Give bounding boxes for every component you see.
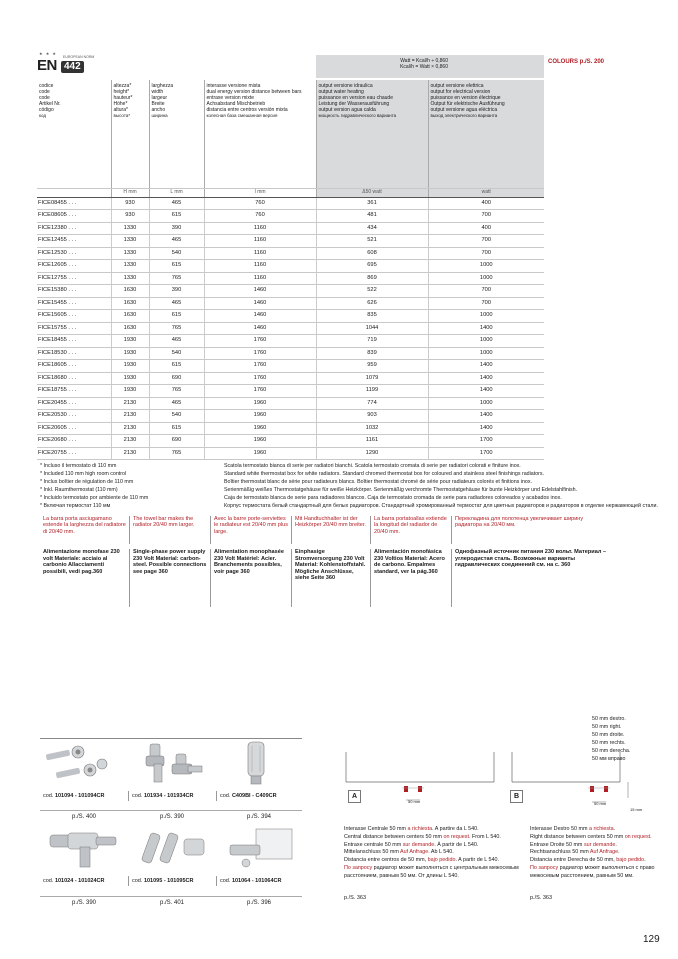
stars-icon: ★ ★ ★ <box>39 51 57 56</box>
cell-code: FICE12755 . . . <box>37 272 111 285</box>
cell-electric: 1000 <box>428 260 544 273</box>
header-water-output: output versione idraulica output water heating puissance en version eau chaude Leistung der Wasserausführung output version agua calda мощность гидравлического варианта <box>316 80 428 188</box>
table-row <box>37 272 544 285</box>
power-note-en: Single-phase power supply 230 Volt Material: carbon-steel. Possible connections see page 360 <box>129 549 210 607</box>
cell-width: 615 <box>149 310 204 323</box>
cell-height: 1330 <box>111 235 149 248</box>
cell-electric: 1000 <box>428 272 544 285</box>
towel-note-it: La barra porta asciugamano estende la larghezza del radiatore di 20/40 mm. <box>43 516 126 535</box>
cell-distance: 1960 <box>204 447 316 460</box>
cell-distance: 1960 <box>204 435 316 448</box>
cell-distance: 1760 <box>204 347 316 360</box>
table-row <box>37 322 544 335</box>
cell-height: 930 <box>111 210 149 223</box>
cell-height: 1330 <box>111 222 149 235</box>
acc-code-4: cod. 101024 - 101024CR <box>43 878 105 884</box>
text-line: Central distance between centers 50 mm on request. From L 540. <box>344 833 501 840</box>
acc-code-5: cod. 101095 - 101095CR <box>128 876 216 886</box>
cell-width: 615 <box>149 210 204 223</box>
power-note-it: Alimentazione monofase 230 volt Materiale: acciaio al carbonio Allacciamenti possibili, vedi pag.360 <box>43 549 120 575</box>
cell-distance: 1960 <box>204 397 316 410</box>
note-line: * Incluso il termostato di 110 mm <box>40 463 117 469</box>
badge-en: EN <box>37 57 57 74</box>
cell-width: 615 <box>149 422 204 435</box>
text-line: Interasse Centrale 50 mm a richiesta. A partire da L 540. <box>344 826 479 832</box>
cell-height: 2130 <box>111 397 149 410</box>
cell-water: 839 <box>316 347 428 360</box>
right-distance-list: 50 mm destro. 50 mm right. 50 mm droite. 50 mm rechts. 50 mm derecha. 50 мм вправо <box>592 716 631 762</box>
text-line: По запросу радиатор может выполняться с центральным межосевым <box>344 865 519 872</box>
cell-electric: 700 <box>428 235 544 248</box>
power-note-ru: Однофазный источник питания 230 вольт. Материал – углеродистая сталь. Возможные варианты гидравлических соединений см. на с. 360 <box>451 549 611 607</box>
cell-distance: 1960 <box>204 422 316 435</box>
conversion-box <box>316 55 544 78</box>
cell-code: FICE12530 . . . <box>37 247 111 260</box>
cell-distance: 1460 <box>204 297 316 310</box>
cell-distance: 1960 <box>204 410 316 423</box>
spec-table <box>37 80 544 460</box>
text-line: Entraxe centrale 50 mm sur demande. À partir de L 540. <box>344 841 479 848</box>
table-row <box>37 247 544 260</box>
cell-height: 1330 <box>111 247 149 260</box>
text-line: Distancia entre centros de 50 mm, bajo pedido. A partir de L 540. <box>344 857 500 864</box>
notes-thermostat <box>40 463 220 511</box>
cell-electric: 1400 <box>428 410 544 423</box>
note-line: Serienmäßig weißes Thermostatgehäuse für weiße Heizkörper. Serienmäßig verchromte Thermostatgehäuse für bunte Heizkörper und Edelstahlfinish. <box>224 486 578 493</box>
valve-kit-image <box>40 740 128 788</box>
note-line: Caja de termostato blanca de serie para radiadores blancos. Caja de termostato cromada de serie para radiadores coloreados y acabados inox. <box>224 494 562 501</box>
cell-width: 465 <box>149 335 204 348</box>
text-line: межосевым расстоянием, равным 50 мм. <box>530 872 634 879</box>
cell-width: 615 <box>149 260 204 273</box>
cell-electric: 1000 <box>428 335 544 348</box>
cell-electric: 700 <box>428 285 544 298</box>
cell-height: 1930 <box>111 385 149 398</box>
cell-height: 1930 <box>111 360 149 373</box>
cell-distance: 1160 <box>204 260 316 273</box>
cell-water: 1032 <box>316 422 428 435</box>
cell-water: 959 <box>316 360 428 373</box>
table-row <box>37 310 544 323</box>
unit-height: H mm <box>111 188 149 197</box>
cell-width: 540 <box>149 347 204 360</box>
angle-valves-image <box>128 740 216 788</box>
cell-height: 1330 <box>111 260 149 273</box>
text-line: Interasse Destro 50 mm a richiesta. <box>530 826 616 832</box>
cell-water: 903 <box>316 410 428 423</box>
cell-code: FICE20530 . . . <box>37 410 111 423</box>
table-row <box>37 335 544 348</box>
note-line: Standard white thermostat box for white radiators. Standard chromed thermostat box for coloured and stainless steel finishings radiators. <box>224 470 545 477</box>
table-row <box>37 435 544 448</box>
cell-distance: 1160 <box>204 235 316 248</box>
table-row <box>37 285 544 298</box>
cell-water: 774 <box>316 397 428 410</box>
cell-electric: 1000 <box>428 347 544 360</box>
cell-distance: 1760 <box>204 385 316 398</box>
cell-distance: 1460 <box>204 310 316 323</box>
cell-code: FICE18680 . . . <box>37 372 111 385</box>
cell-code: FICE18530 . . . <box>37 347 111 360</box>
text-line: По запросу радиатор может выполняться с правo <box>530 865 655 872</box>
cell-code: FICE18455 . . . <box>37 335 111 348</box>
cell-electric: 1400 <box>428 322 544 335</box>
unit-electric: watt <box>428 188 544 197</box>
cell-water: 361 <box>316 197 428 210</box>
cell-distance: 1460 <box>204 285 316 298</box>
en442-badge <box>37 52 95 74</box>
towel-note-ru: Перекладина для полотенца увеличивает ширину радиатора на 20/40 мм. <box>451 516 611 544</box>
conversion-line-2: Kcal/h = Watt × 0,860 <box>400 63 448 70</box>
note-line: * Incluido termostato por ambiente de 110 mm <box>40 494 149 501</box>
note-line: * Inkl. Raumthermostat (110 mm) <box>40 486 118 493</box>
cell-electric: 400 <box>428 222 544 235</box>
diagram-label-a: A <box>348 790 361 803</box>
cell-distance: 1160 <box>204 247 316 260</box>
table-row <box>37 222 544 235</box>
cell-water: 1079 <box>316 372 428 385</box>
cell-code: FICE12605 . . . <box>37 260 111 273</box>
cell-code: FICE18605 . . . <box>37 360 111 373</box>
towel-note-fr: Avec la barre porte-serviettes le radiateur est 20/40 mm plus large. <box>210 516 291 544</box>
dim-h: 15 mm <box>630 807 643 812</box>
text-line: Right distance between centers 50 mm on request. <box>530 833 652 840</box>
cell-code: FICE18755 . . . <box>37 385 111 398</box>
cell-electric: 700 <box>428 210 544 223</box>
colours-link[interactable]: COLOURS p./S. 200 <box>548 59 605 65</box>
cell-electric: 1400 <box>428 385 544 398</box>
cell-width: 765 <box>149 447 204 460</box>
note-line: Scatola termostato bianca di serie per radiatori bianchi. Scatola termostato cromata di serie per radiatori colorati e finiture inox. <box>224 463 521 469</box>
cell-distance: 1460 <box>204 322 316 335</box>
cell-water: 1161 <box>316 435 428 448</box>
cell-electric: 700 <box>428 247 544 260</box>
cell-width: 465 <box>149 297 204 310</box>
dual-valve-image <box>40 825 128 873</box>
cell-water: 1199 <box>316 385 428 398</box>
bracket-kit-image <box>216 825 302 873</box>
cell-width: 765 <box>149 272 204 285</box>
towel-note-de: Mit Handtuchhalter ist der Heizkörper 20/40 mm breiter. <box>291 516 370 544</box>
cell-distance: 1760 <box>204 372 316 385</box>
cell-distance: 1160 <box>204 222 316 235</box>
unit-water: Δ50 watt <box>316 188 428 197</box>
acc-page-5[interactable]: p./S. 401 <box>128 896 216 908</box>
table-body <box>37 197 544 460</box>
cell-width: 615 <box>149 360 204 373</box>
cell-code: FICE20680 . . . <box>37 435 111 448</box>
cell-code: FICE15455 . . . <box>37 297 111 310</box>
text-right-distance <box>530 826 670 881</box>
note-line: * Included 110 mm high room control <box>40 470 127 477</box>
table-row <box>37 410 544 423</box>
note-line: Корпус термостата белый стандартный для белых радиаторов. Стандартный хромированный термостат для цветных радиаторов и радиаторов в отделке нержавеющей стали. <box>224 502 658 509</box>
cell-electric: 1700 <box>428 447 544 460</box>
cell-code: FICE15605 . . . <box>37 310 111 323</box>
cell-height: 1930 <box>111 347 149 360</box>
table-row <box>37 385 544 398</box>
cell-width: 465 <box>149 197 204 210</box>
cell-water: 434 <box>316 222 428 235</box>
cell-electric: 1700 <box>428 435 544 448</box>
acc-page-1[interactable]: p./S. 400 <box>40 810 128 822</box>
cell-electric: 1400 <box>428 372 544 385</box>
cell-code: FICE15380 . . . <box>37 285 111 298</box>
cell-distance: 1760 <box>204 360 316 373</box>
power-note-fr: Alimentation monophasée 230 Volt Matériel: Acier. Branchements possibles, voir page 360 <box>210 549 291 607</box>
thermostat-head-image <box>216 740 302 788</box>
header-code: codice code code Artikel Nr. código код <box>37 80 111 188</box>
cell-height: 2130 <box>111 410 149 423</box>
text-line: Distancia entre Derecha de 50 mm, bajo pedido. <box>530 857 646 864</box>
diagram-label-b: B <box>510 790 523 803</box>
cell-width: 690 <box>149 372 204 385</box>
cell-height: 1930 <box>111 372 149 385</box>
cell-water: 626 <box>316 297 428 310</box>
page-ref-a[interactable]: p./S. 363 <box>344 895 367 901</box>
header-width: larghezza width largeur Breite ancho ширина <box>149 80 204 188</box>
acc-page-6[interactable]: p./S. 396 <box>216 896 302 908</box>
cell-height: 2130 <box>111 435 149 448</box>
power-note-de: Einphasige Stromversorgung 230 Volt Material: Kohlenstoffstahl. Mögliche Anschlüsse, siehe Seite 360 <box>291 549 370 607</box>
table-row <box>37 197 544 210</box>
cell-electric: 1000 <box>428 397 544 410</box>
conversion-line-1: Watt = Kcal/h ÷ 0,860 <box>400 58 448 64</box>
cell-water: 869 <box>316 272 428 285</box>
cell-electric: 400 <box>428 197 544 210</box>
cover-kit-image <box>128 825 216 873</box>
dim-a: 50 mm <box>408 799 421 804</box>
text-line: Rechtsanschluss 50 mm Auf Anfrage. <box>530 849 620 856</box>
cell-water: 835 <box>316 310 428 323</box>
table-row <box>37 372 544 385</box>
cell-height: 1330 <box>111 272 149 285</box>
cell-height: 1930 <box>111 335 149 348</box>
note-line: * Включая термостат 110 мм <box>40 502 111 509</box>
cell-code: FICE15755 . . . <box>37 322 111 335</box>
cell-electric: 700 <box>428 297 544 310</box>
cell-electric: 1400 <box>428 422 544 435</box>
cell-water: 608 <box>316 247 428 260</box>
acc-page-3[interactable]: p./S. 394 <box>216 810 302 822</box>
cell-height: 1630 <box>111 285 149 298</box>
table-row <box>37 347 544 360</box>
cell-distance: 1160 <box>204 272 316 285</box>
cell-code: FICE12455 . . . <box>37 235 111 248</box>
header-height: altezza* height* hauteur* Höhe* altura* высота* <box>111 80 149 188</box>
table-row <box>37 447 544 460</box>
cell-height: 1630 <box>111 322 149 335</box>
cell-code: FICE20605 . . . <box>37 422 111 435</box>
badge-norm: EUROPEAN NORM <box>63 55 95 59</box>
cell-distance: 760 <box>204 197 316 210</box>
power-note-es: Alimentación monofásica 230 Voltios Material: Acero de carbono. Empalmes standard, ver la pág.360 <box>370 549 451 607</box>
cell-water: 719 <box>316 335 428 348</box>
dim-b: 50 mm <box>594 801 607 806</box>
cell-distance: 1760 <box>204 335 316 348</box>
towel-note-en: The towel bar makes the radiator 20/40 mm larger. <box>129 516 210 544</box>
table-row <box>37 235 544 248</box>
cell-width: 540 <box>149 247 204 260</box>
cell-width: 390 <box>149 285 204 298</box>
table-row <box>37 210 544 223</box>
cell-width: 465 <box>149 235 204 248</box>
cell-water: 1290 <box>316 447 428 460</box>
table-row <box>37 397 544 410</box>
acc-page-2[interactable]: p./S. 390 <box>128 810 216 822</box>
text-line: расстоянием, равным 50 мм. От длины L 540. <box>344 872 459 879</box>
cell-width: 765 <box>149 385 204 398</box>
towel-note-es: La barra portatoallas extiende la longitud del radiador de 20/40 mm. <box>370 516 451 544</box>
cell-width: 690 <box>149 435 204 448</box>
cell-water: 481 <box>316 210 428 223</box>
header-electric-output: output versione elettrica output for electrical version puissance en version électrique Output für elektrische Ausführung output versione agua eléctrica выход электрического варианта <box>428 80 544 188</box>
cell-code: FICE20455 . . . <box>37 397 111 410</box>
cell-width: 540 <box>149 410 204 423</box>
cell-water: 521 <box>316 235 428 248</box>
diagram-central-connection <box>344 752 504 824</box>
unit-distance: I mm <box>204 188 316 197</box>
acc-page-4[interactable]: p./S. 390 <box>40 896 128 908</box>
table-row <box>37 422 544 435</box>
text-central-distance <box>344 826 524 881</box>
cell-distance: 760 <box>204 210 316 223</box>
badge-number: 442 <box>61 61 84 73</box>
cell-water: 695 <box>316 260 428 273</box>
notes-thermostat-box <box>224 463 664 511</box>
note-line: Boîtier thermostat blanc de série pour radiateurs blancs. Boîtier thermostat chromé de série pour radiateurs colorés et finitions inox. <box>224 478 532 485</box>
unit-width: L mm <box>149 188 204 197</box>
acc-code-2: cod. 101934 - 101934CR <box>128 791 216 801</box>
cell-water: 522 <box>316 285 428 298</box>
cell-code: FICE08455 . . . <box>37 197 111 210</box>
cell-width: 390 <box>149 222 204 235</box>
note-line: * Inclus boîtier de régulation de 110 mm <box>40 478 134 485</box>
text-line: Entraxe Droite 50 mm sur demande. <box>530 841 617 848</box>
cell-height: 1630 <box>111 297 149 310</box>
cell-electric: 1000 <box>428 310 544 323</box>
header-distance: interasse versione mista dual energy version distance between bars entraxe version mixte Achsabstand Mischbetrieb distancia entre centros versión mixta колесная база смешанная версия <box>204 80 316 188</box>
cell-width: 465 <box>149 397 204 410</box>
acc-code-3: cod. C409BI - C409CR <box>216 791 302 801</box>
cell-width: 765 <box>149 322 204 335</box>
cell-height: 1630 <box>111 310 149 323</box>
cell-electric: 1400 <box>428 360 544 373</box>
text-line: Mittelanschluss 50 mm Auf Anfrage. Ab L 540. <box>344 849 454 856</box>
cell-code: FICE08605 . . . <box>37 210 111 223</box>
cell-height: 2130 <box>111 447 149 460</box>
table-row <box>37 260 544 273</box>
acc-code-6: cod. 101064 - 101064CR <box>216 876 302 886</box>
table-row <box>37 297 544 310</box>
cell-code: FICE20755 . . . <box>37 447 111 460</box>
page-ref-b[interactable]: p./S. 363 <box>530 895 553 901</box>
table-row <box>37 360 544 373</box>
cell-height: 930 <box>111 197 149 210</box>
unit-code <box>37 188 111 197</box>
page-number: 129 <box>643 934 660 945</box>
cell-height: 2130 <box>111 422 149 435</box>
cell-code: FICE12380 . . . <box>37 222 111 235</box>
acc-code-1: cod. 101094 - 101094CR <box>43 793 105 799</box>
cell-water: 1044 <box>316 322 428 335</box>
